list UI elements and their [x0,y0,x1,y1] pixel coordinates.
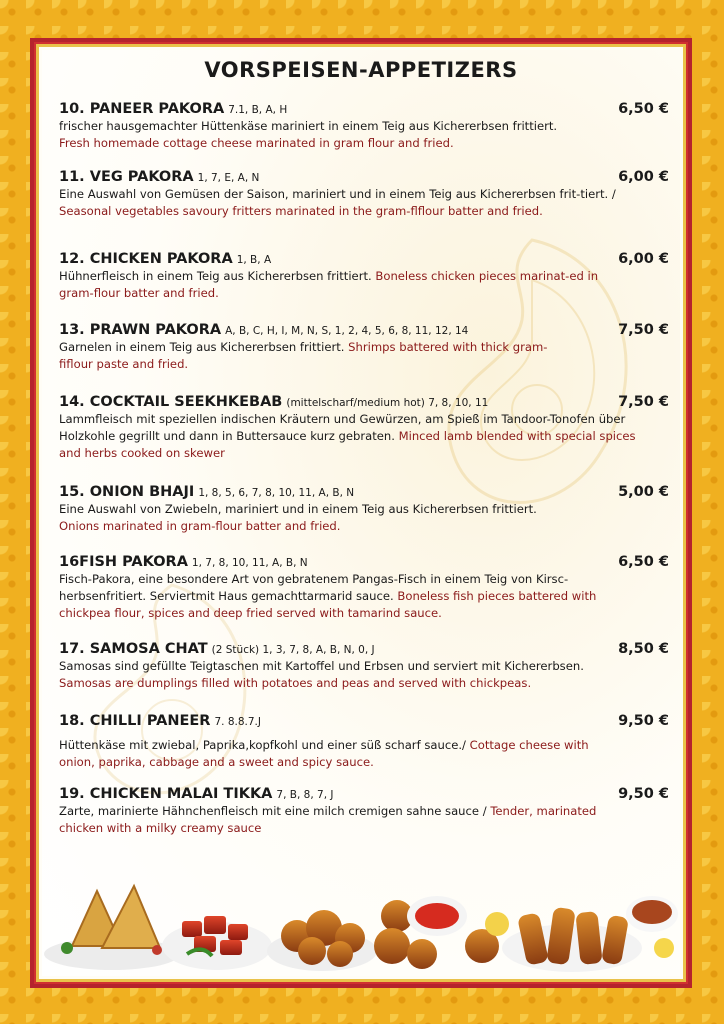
item-description [59,737,619,771]
pakora-plate-icon [267,910,377,971]
item-name: 12. CHICKEN PAKORA [59,251,233,267]
menu-item [59,551,669,622]
description-de: Eine Auswahl von Gemüsen der Saison, mariniert und in einem Teig aus Kichererbsen frit-tiert. / [59,187,616,201]
description-en: Cottage cheese with onion, paprika, cabbage and a sweet and spicy sauce. [59,738,589,769]
menu-item [59,319,669,373]
menu-item [59,710,669,771]
item-codes: 7, B, 8, 7, J [276,789,334,801]
chilli-paneer-plate-icon [162,916,272,970]
item-name: 14. COCKTAIL SEEKHKEBAB [59,394,283,410]
item-name: 19. CHICKEN MALAI TIKKA [59,786,273,802]
item-price: 6,50 € [618,101,669,117]
item-price: 6,50 € [618,554,669,570]
description-de: Zarte, marinierte Hähnchenfleisch mit eine milch cremigen sahne sauce / [59,804,491,818]
item-codes: 1, 7, E, A, N [197,172,260,184]
item-name: 10. PANEER PAKORA [59,101,225,117]
item-description [59,118,619,152]
menu-item [59,783,669,837]
menu-item [59,638,669,692]
item-price: 9,50 € [618,713,669,729]
menu-page [42,50,680,976]
description-de: Hühnerfleisch in einem Teig aus Kichererbsen frittiert. [59,269,376,283]
item-price: 6,00 € [618,251,669,267]
item-codes: 1, 8, 5, 6, 7, 8, 10, 11, A, B, N [198,487,355,499]
description-de: frischer hausgemachter Hüttenkäse mariniert in einem Teig aus Kichererbsen frittiert. [59,119,558,133]
item-description [59,186,619,220]
menu-item [59,166,669,220]
menu-item [59,98,669,152]
description-en: Fresh homemade cottage cheese marinated in gram flour and fried. [59,136,454,150]
fritters-with-sauce-icon [374,896,509,969]
item-price: 7,50 € [618,322,669,338]
item-codes: 1, 7, 8, 10, 11, A, B, N [191,557,308,569]
item-codes: 7. 8.8.7.J [214,716,261,728]
fish-pakora-plate-icon [502,896,678,972]
item-codes: 1, B, A [236,254,272,266]
item-name: 13. PRAWN PAKORA [59,322,222,338]
description-en: Samosas are dumplings filled with potatoes and peas and served with chickpeas. [59,676,532,690]
item-name: 18. CHILLI PANEER [59,713,211,729]
item-description [59,658,649,692]
description-en: Seasonal vegetables savoury fritters marinated in the gram-flflour batter and fried. [59,204,543,218]
description-en: Minced lamb blended with special spices and herbs cooked on skewer [59,429,636,460]
page-title: VORSPEISEN-APPETIZERS [204,58,518,82]
item-name: 17. SAMOSA CHAT [59,641,208,657]
item-description [59,501,639,535]
description-en: Tender, marinated chicken with a milky creamy sauce [59,804,597,835]
item-price: 9,50 € [618,786,669,802]
description-en: Onions marinated in gram-flour batter and fried. [59,519,341,533]
description-de: Hüttenkäse mit zwiebal, Paprika,kopfkohl und einer süß scharf sauce./ [59,738,470,752]
description-en: Boneless chicken pieces marinat-ed in gram-flour batter and fried. [59,269,599,300]
food-photo-strip [42,836,680,976]
item-description [59,339,559,373]
description-en: Boneless fish pieces battered with chickpea flour, spices and deep fried served with tamarind sauce. [59,589,597,620]
description-de: Samosas sind gefüllte Teigtaschen mit Kartoffel und Erbsen und serviert mit Kichererbsen. [59,659,584,673]
menu-item [59,248,669,302]
description-en: Shrimps battered with thick gram-fiflour paste and fried. [59,340,548,371]
item-price: 6,00 € [618,169,669,185]
item-description [59,571,619,622]
description-de: Fisch-Pakora, eine besondere Art von gebratenem Pangas-Fisch in einem Teig von Kirsc-herbsenfritiert. Serviertmit Haus gemachttarmarid sauce. [59,572,569,603]
item-name: 15. ONION BHAJI [59,484,195,500]
description-de: Eine Auswahl von Zwiebeln, mariniert und in einem Teig aus Kichererbsen frittiert. [59,502,537,516]
item-codes: A, B, C, H, I, M, N, S, 1, 2, 4, 5, 6, 8, 11, 12, 14 [225,325,469,337]
item-price: 5,00 € [618,484,669,500]
item-description [59,803,619,837]
item-codes: (mittelscharf/medium hot) 7, 8, 10, 11 [286,397,489,409]
item-price: 8,50 € [618,641,669,657]
item-price: 7,50 € [618,394,669,410]
samosa-plate-icon [44,886,180,970]
item-name: 11. VEG PAKORA [59,169,194,185]
description-de: Garnelen in einem Teig aus Kichererbsen frittiert. [59,340,349,354]
menu-item [59,481,669,535]
item-codes: 7.1, B, A, H [228,104,288,116]
item-description [59,411,649,462]
item-codes: (2 Stück) 1, 3, 7, 8, A, B, N, 0, J [211,644,375,656]
item-description [59,268,619,302]
menu-item [59,391,669,462]
description-de: Lammfleisch mit speziellen indischen Kräutern und Gewürzen, am Spieß im Tandoor-Tonofen über Holzkohle gegrillt und dann in Buttersauce kurz gebraten. [59,412,626,443]
item-name: 16FISH PAKORA [59,554,188,570]
